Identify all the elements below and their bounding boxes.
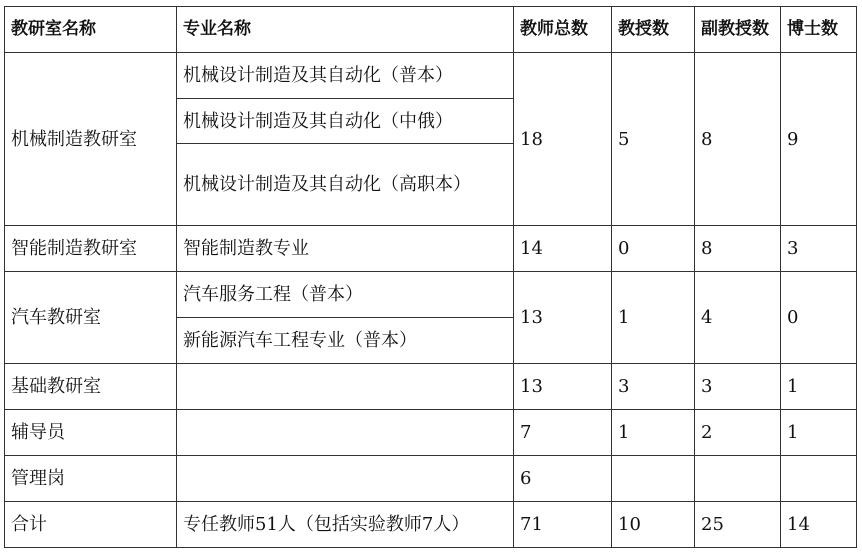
dept-name: 汽车教研室 — [5, 272, 177, 364]
professor-count: 3 — [612, 364, 695, 410]
header-major: 专业名称 — [177, 7, 514, 53]
table-row — [5, 53, 857, 99]
major-name: 智能制造教专业 — [177, 226, 514, 272]
dept-name: 辅导员 — [5, 410, 177, 456]
associate-count: 25 — [695, 502, 781, 548]
professor-count: 5 — [612, 53, 695, 226]
table-row — [5, 364, 857, 410]
phd-count: 9 — [781, 53, 857, 226]
table-row-total — [5, 502, 857, 548]
phd-count: 14 — [781, 502, 857, 548]
table-row — [5, 272, 857, 318]
professor-count: 1 — [612, 272, 695, 364]
phd-count: 0 — [781, 272, 857, 364]
phd-count — [781, 456, 857, 502]
associate-count: 4 — [695, 272, 781, 364]
dept-name: 管理岗 — [5, 456, 177, 502]
major-name: 新能源汽车工程专业（普本） — [177, 318, 514, 364]
phd-count: 3 — [781, 226, 857, 272]
header-professors: 教授数 — [612, 7, 695, 53]
major-name — [177, 456, 514, 502]
associate-count — [695, 456, 781, 502]
major-name: 机械设计制造及其自动化（高职本） — [177, 144, 514, 226]
associate-count: 3 — [695, 364, 781, 410]
header-total: 教师总数 — [514, 7, 612, 53]
dept-name: 基础教研室 — [5, 364, 177, 410]
header-dept: 教研室名称 — [5, 7, 177, 53]
professor-count: 10 — [612, 502, 695, 548]
professor-count — [612, 456, 695, 502]
major-name — [177, 410, 514, 456]
table-row — [5, 456, 857, 502]
header-associate: 副教授数 — [695, 7, 781, 53]
teacher-total: 6 — [514, 456, 612, 502]
teacher-total: 13 — [514, 364, 612, 410]
major-name — [177, 364, 514, 410]
table-row — [5, 226, 857, 272]
phd-count: 1 — [781, 410, 857, 456]
header-row — [5, 7, 857, 53]
major-name: 机械设计制造及其自动化（普本） — [177, 53, 514, 99]
major-name: 专任教师51人（包括实验教师7人） — [177, 502, 514, 548]
associate-count: 8 — [695, 226, 781, 272]
dept-name: 合计 — [5, 502, 177, 548]
dept-name: 智能制造教研室 — [5, 226, 177, 272]
faculty-table — [4, 6, 857, 548]
professor-count: 1 — [612, 410, 695, 456]
teacher-total: 14 — [514, 226, 612, 272]
teacher-total: 7 — [514, 410, 612, 456]
associate-count: 8 — [695, 53, 781, 226]
faculty-table-container — [4, 6, 857, 548]
teacher-total: 18 — [514, 53, 612, 226]
header-phd: 博士数 — [781, 7, 857, 53]
major-name: 汽车服务工程（普本） — [177, 272, 514, 318]
dept-name: 机械制造教研室 — [5, 53, 177, 226]
phd-count: 1 — [781, 364, 857, 410]
associate-count: 2 — [695, 410, 781, 456]
teacher-total: 13 — [514, 272, 612, 364]
teacher-total: 71 — [514, 502, 612, 548]
major-name: 机械设计制造及其自动化（中俄） — [177, 99, 514, 144]
professor-count: 0 — [612, 226, 695, 272]
table-row — [5, 410, 857, 456]
